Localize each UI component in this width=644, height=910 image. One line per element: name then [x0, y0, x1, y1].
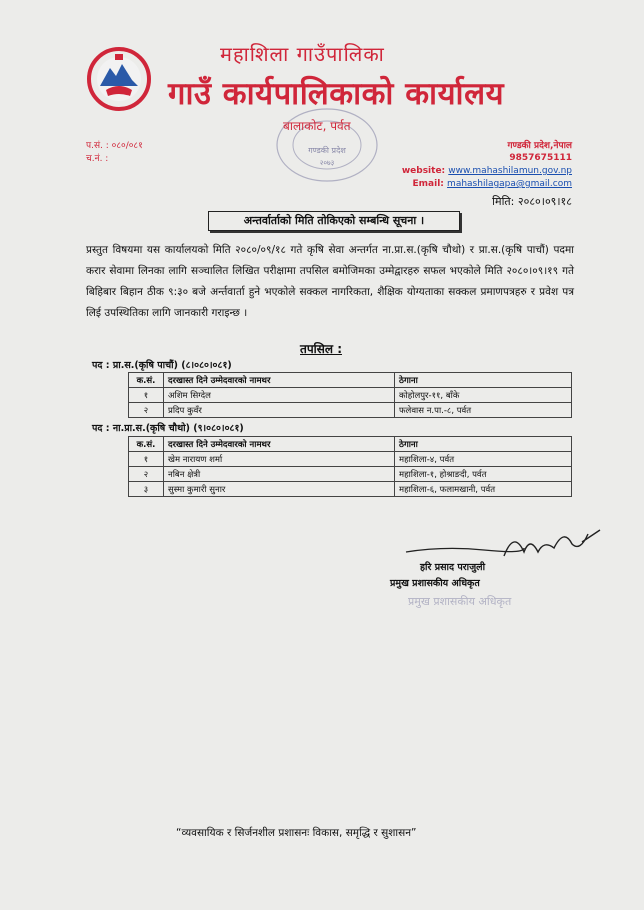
post-title-1: पद : प्रा.स.(कृषि पाचौं) (८।०८०।०८१): [92, 360, 232, 371]
col-header-name: दरखास्त दिने उम्मेदवारको नामथर: [164, 373, 395, 388]
col-header-sn: क.सं.: [129, 373, 164, 388]
website-link[interactable]: www.mahashilamun.gov.np: [448, 166, 572, 176]
stamp-province-text: गण्डकी प्रदेश: [308, 146, 346, 155]
candidate-table-1: [128, 372, 572, 418]
cell-name: नबिन क्षेत्री: [164, 467, 395, 482]
signatory-designation: प्रमुख प्रशासकीय अधिकृत: [390, 578, 480, 589]
table-row: [129, 482, 572, 497]
nepal-emblem-logo: [86, 46, 152, 112]
cell-sn: १: [129, 388, 164, 403]
notice-title: अन्तर्वार्ताको मिति तोकिएको सम्बन्धि सूचना ।: [208, 211, 460, 231]
email-link[interactable]: mahashilagapa@gmail.com: [447, 179, 572, 189]
cell-address: महाशिला-४, पर्वत: [395, 452, 572, 467]
cell-address: महाशिला-६, फलामखानी, पर्वत: [395, 482, 572, 497]
email-line: [413, 179, 572, 189]
website-line: [402, 166, 572, 176]
signatory-name: हरि प्रसाद पराजुली: [420, 562, 486, 573]
col-header-address: ठेगाना: [395, 373, 572, 388]
table-row: [129, 467, 572, 482]
notice-date: मिति: २०८०।०९।१८: [492, 195, 572, 208]
table-header-row: [129, 437, 572, 452]
patra-sankhya: प.सं. : ०८०/०८१: [86, 141, 143, 151]
cell-name: सुस्मा कुमारी सुनार: [164, 482, 395, 497]
cell-address: फलेवास न.पा.-८, पर्वत: [395, 403, 572, 418]
office-address: बालाकोट, पर्वत: [283, 119, 351, 133]
table-header-row: [129, 373, 572, 388]
cell-name: खेम नारायण शर्मा: [164, 452, 395, 467]
table-row: [129, 388, 572, 403]
post-title-2: पद : ना.प्रा.स.(कृषि चौथो) (९।०८०।०८१): [92, 423, 244, 434]
website-label: website:: [401, 166, 446, 176]
municipality-name: महाशिला गाउँपालिका: [220, 42, 385, 66]
notice-body: प्रस्तुत विषयमा यस कार्यालयको मिति २०८०/०९/१८ गते कृषि सेवा अन्तर्गत ना.प्रा.स.(कृषि चौथो) र प्रा.स.(कृषि पाचौं) पदमा करार सेवामा लिनका लागि सञ्चालित लिखित परीक्षामा तपसिल बमोजिमका उम्मेद्वारहरु सफल भएकोले मिति २०८०।०९।१९ गते बिहिबार बिहान ठीक ९:३० बजे अर्न्तवार्ता हुने भएकोले सक्कल नागरिकता, शैक्षिक योग्यताका सक्कल प्रमाणपत्रहरु र प्रवेश पत्र लिई उपस्थितिका लागि जानकारी गराइन्छ ।: [86, 244, 574, 319]
cell-name: प्रदिप कुवँर: [164, 403, 395, 418]
table-row: [129, 403, 572, 418]
chalani-number: च.नं. :: [86, 154, 109, 164]
col-header-name: दरखास्त दिने उम्मेदवारको नामथर: [164, 437, 395, 452]
col-header-address: ठेगाना: [395, 437, 572, 452]
email-label: Email:: [412, 179, 444, 189]
cell-sn: ३: [129, 482, 164, 497]
table-row: [129, 452, 572, 467]
cell-sn: २: [129, 403, 164, 418]
cell-address: कोहोलपुर-११, बाँके: [395, 388, 572, 403]
province-text: गण्डकी प्रदेश,नेपाल: [507, 141, 572, 151]
footer-motto: “व्यवसायिक र सिर्जनशील प्रशासनः विकास, समृद्धि र सुशासन”: [176, 827, 417, 839]
cell-sn: २: [129, 467, 164, 482]
candidate-table-2: [128, 436, 572, 497]
designation-stamp: प्रमुख प्रशासकीय अधिकृत: [408, 595, 512, 608]
cell-name: अशिम सिग्देल: [164, 388, 395, 403]
cell-sn: १: [129, 452, 164, 467]
cell-address: महाशिला-१, होश्राङदी, पर्वत: [395, 467, 572, 482]
tapasil-heading: तपसिल :: [300, 342, 342, 356]
office-title: गाउँ कार्यपालिकाको कार्यालय: [168, 76, 505, 112]
col-header-sn: क.सं.: [129, 437, 164, 452]
phone-number: 9857675111: [509, 153, 572, 163]
stamp-year-text: २०७३: [319, 159, 335, 167]
